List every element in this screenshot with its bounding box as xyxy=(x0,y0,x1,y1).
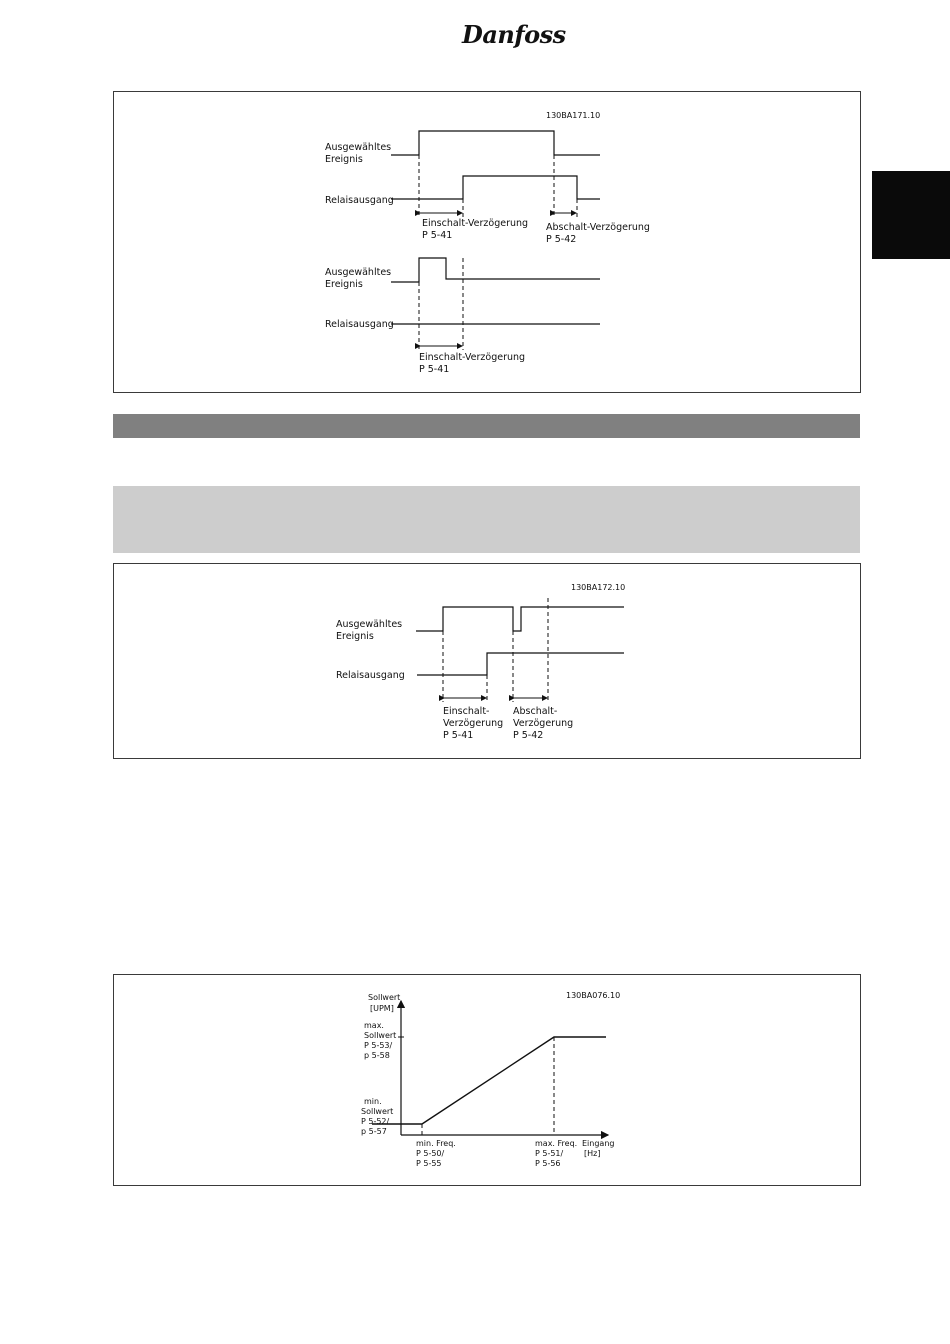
x-axis-title: Eingang xyxy=(582,1139,615,1148)
figure-code: 130BA171.10 xyxy=(546,111,601,120)
max-ref-param-2: p 5-58 xyxy=(364,1051,390,1060)
on-delay-label: Einschalt- xyxy=(443,706,490,717)
off-delay-param: P 5-42 xyxy=(546,234,577,245)
scaling-diagram xyxy=(114,975,860,1185)
off-delay-param: P 5-42 xyxy=(513,730,544,741)
on-delay-param: P 5-41 xyxy=(419,364,450,375)
min-freq-param-2: P 5-55 xyxy=(416,1159,442,1168)
relay-signal xyxy=(417,653,624,675)
figure-relay-delay-timing xyxy=(113,563,861,759)
relay-signal-1 xyxy=(391,176,600,199)
max-freq-param: P 5-51/ xyxy=(535,1149,564,1158)
figure-code: 130BA172.10 xyxy=(571,583,626,592)
min-freq-param: P 5-50/ xyxy=(416,1149,445,1158)
scaling-curve xyxy=(372,1037,606,1124)
event-signal-2 xyxy=(391,258,600,282)
off-delay-label: Abschalt-Verzögerung xyxy=(546,222,650,233)
timing-diagram-1 xyxy=(114,92,860,392)
min-freq-label: min. Freq. xyxy=(416,1139,456,1148)
y-axis-unit: [UPM] xyxy=(370,1004,394,1013)
min-ref-param-2: p 5-57 xyxy=(361,1127,387,1136)
min-ref-param: P 5-52/ xyxy=(361,1117,390,1126)
event-label: Ausgewähltes xyxy=(336,619,403,630)
relay-label: Relaisausgang xyxy=(325,195,394,206)
figure-code: 130BA076.10 xyxy=(566,991,621,1000)
x-axis-unit: [Hz] xyxy=(584,1149,601,1158)
event-signal xyxy=(416,607,624,631)
event-label: Ausgewähltes xyxy=(325,142,392,153)
parameter-heading-bar xyxy=(113,486,860,553)
on-delay-label-2: Verzögerung xyxy=(443,718,504,729)
on-delay-param: P 5-41 xyxy=(422,230,453,241)
section-tab xyxy=(872,171,950,259)
relay-label: Relaisausgang xyxy=(325,319,394,330)
figure-on-delay-timing xyxy=(113,91,861,393)
max-freq-label: max. Freq. xyxy=(535,1139,578,1148)
on-delay-label: Einschalt-Verzögerung xyxy=(419,352,526,363)
timing-diagram-2 xyxy=(114,564,860,758)
event-label-2: Ereignis xyxy=(325,154,363,165)
max-ref-param: P 5-53/ xyxy=(364,1041,393,1050)
event-label-2: Ereignis xyxy=(336,631,374,642)
max-ref-label: max. xyxy=(364,1021,384,1030)
figure-reference-scaling xyxy=(113,974,861,1186)
relay-label: Relaisausgang xyxy=(336,670,405,681)
min-ref-label: min. xyxy=(364,1097,382,1106)
danfoss-logo: Danfoss xyxy=(462,20,566,49)
on-delay-param: P 5-41 xyxy=(443,730,474,741)
min-ref-label-2: Sollwert xyxy=(361,1107,394,1116)
off-delay-label-2: Verzögerung xyxy=(513,718,574,729)
event-signal-1 xyxy=(391,131,600,155)
event-label: Ausgewähltes xyxy=(325,267,392,278)
max-ref-label-2: Sollwert xyxy=(364,1031,397,1040)
max-freq-param-2: P 5-56 xyxy=(535,1159,561,1168)
y-axis-title: Sollwert xyxy=(368,993,401,1002)
event-label-2: Ereignis xyxy=(325,279,363,290)
section-heading-bar xyxy=(113,414,860,438)
on-delay-label: Einschalt-Verzögerung xyxy=(422,218,529,229)
off-delay-label: Abschalt- xyxy=(513,706,558,717)
